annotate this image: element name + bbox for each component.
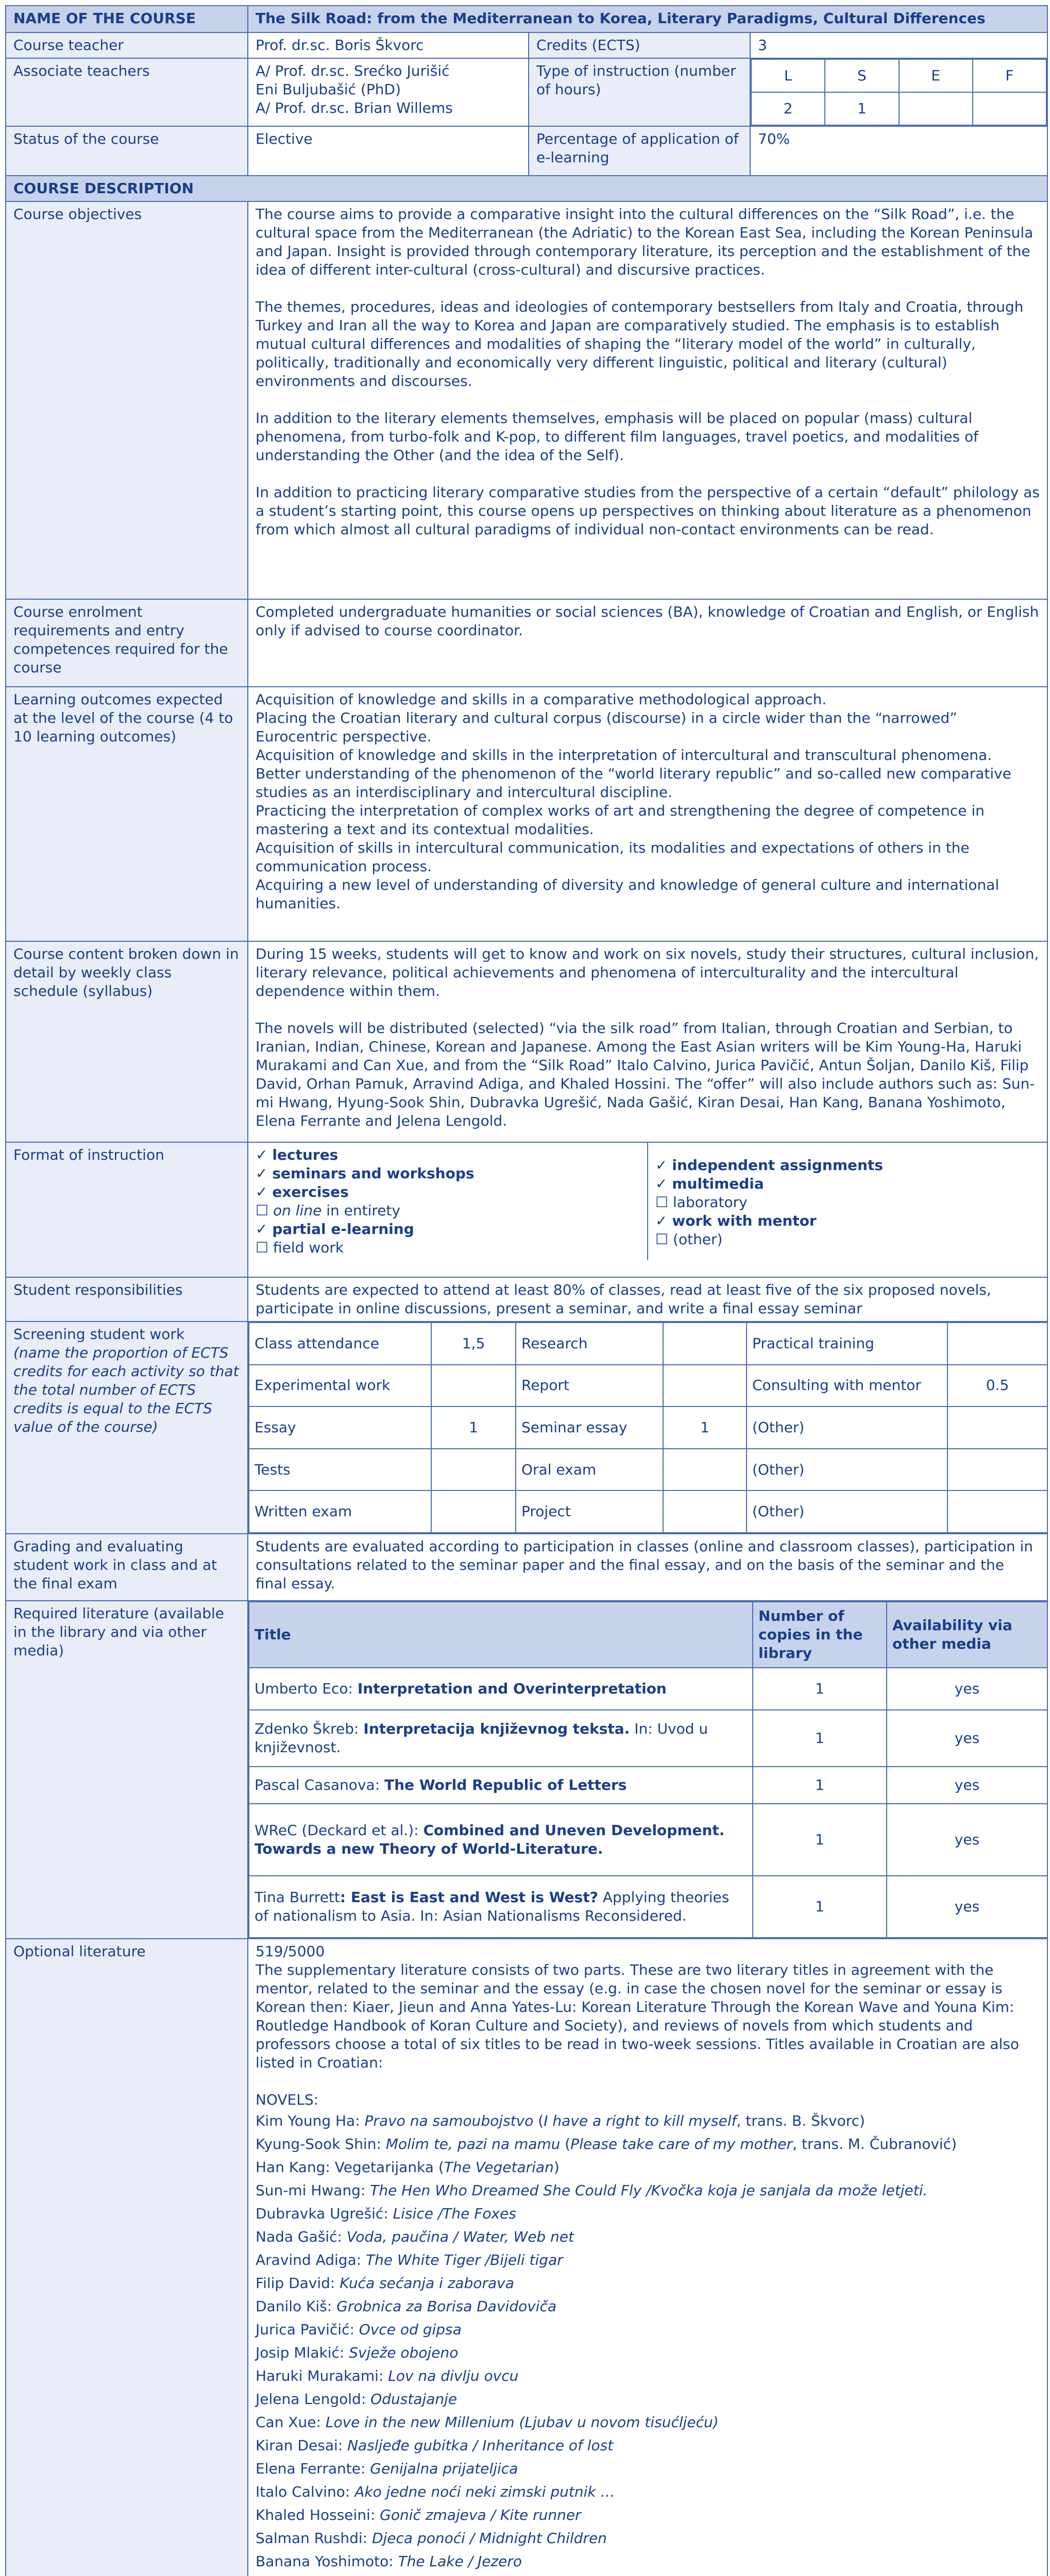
novel-item: [256, 2341, 1040, 2364]
screening-credits: 1: [663, 1406, 747, 1449]
novel-text: Salman Rushdi:: [256, 2530, 372, 2547]
instruction-col-l: L: [751, 59, 825, 92]
required-author: Tina Burrett: [255, 1889, 340, 1906]
novel-title: Ako jedne noći neki zimski putnik …: [354, 2483, 615, 2500]
novels-list: [256, 2109, 1040, 2576]
novel-item: [256, 2202, 1040, 2225]
screening-activity: Oral exam: [516, 1449, 663, 1491]
novel-item: [256, 2527, 1040, 2550]
novel-text: Khaled Hosseini:: [256, 2506, 380, 2523]
format-item-label: work with mentor: [672, 1212, 817, 1229]
screening-row: [249, 1365, 1047, 1407]
check-icon: ✓: [256, 1146, 268, 1163]
novel-text: Can Xue:: [256, 2414, 326, 2431]
instruction-col-s: S: [825, 59, 899, 92]
screening-credits: [947, 1323, 1047, 1365]
check-icon: ✓: [655, 1175, 668, 1192]
novel-item: [256, 2480, 1040, 2503]
instruction-val-e: [899, 92, 973, 125]
screening-credits: [947, 1406, 1047, 1449]
novel-title: The Lake / Jezero: [398, 2553, 522, 2570]
novel-text: (: [533, 2112, 544, 2129]
novel-title: Nasljeđe gubitka / Inheritance of lost: [347, 2437, 614, 2454]
novel-title: Pravo na samoubojstvo: [364, 2112, 534, 2129]
outcome-item: Acquisition of knowledge and skills in a comparative methodological approach.: [256, 691, 827, 708]
novel-title: Lisice /The Foxes: [393, 2205, 516, 2222]
required-availability: yes: [887, 1876, 1047, 1938]
format-value: [248, 1142, 1047, 1277]
format-item-label: in entirety: [321, 1202, 401, 1219]
paragraph: The novels will be distributed (selected) “via the silk road” from Italian, through Croatian and Serbian, to Iranian, Indian, Chinese, Korean and Japanese. Among the East Asian writers will be Kim Young-Ha, Haruki Murakami and Can Xue, and from the “Silk Road” Italo Calvino, Jurica Pavičić, Antun Šoljan, Danilo Kiš, Filip David, Orhan Pamuk, Arravind Adiga, and Khaled Hossini. The “offer” will also include authors such as: Sun-mi Hwang, Hyung-Sook Shin, Dubravka Ugrešić, Nada Gašić, Kiran Desai, Han Kang, Banana Yoshimoto, Elena Ferrante and Jelena Lengold.: [256, 1020, 1035, 1129]
screening-credits: [431, 1449, 516, 1491]
novel-item: [256, 2573, 1040, 2576]
check-icon: ✓: [256, 1221, 268, 1238]
required-rest: Applying theories of nationalism to Asia. In: Asian Nationalisms Reconsidered.: [255, 1889, 730, 1924]
novel-text: Elena Ferrante:: [256, 2460, 370, 2477]
novel-title: Lov na divlju ovcu: [388, 2367, 519, 2384]
teacher-label: Course teacher: [6, 32, 248, 58]
novel-text: Haruki Murakami:: [256, 2367, 388, 2384]
screening-activity: Consulting with mentor: [747, 1365, 947, 1407]
novel-text: Nada Gašić:: [256, 2228, 347, 2245]
instruction-val-l: 2: [751, 92, 825, 125]
novel-title: The Hen Who Dreamed She Could Fly /Kvočka koja je sanjala da može letjeti.: [370, 2182, 928, 2199]
screening-credits: [663, 1323, 747, 1365]
novel-title: Genijalna prijateljica: [370, 2460, 518, 2477]
novel-item: [256, 2272, 1040, 2295]
screening-row: [249, 1449, 1047, 1491]
novel-text: Jurica Pavičić:: [256, 2321, 359, 2338]
novel-title: Kuća sećanja i zaborava: [340, 2275, 514, 2292]
screening-activity: Essay: [249, 1406, 431, 1449]
screening-label: Screening student work: [13, 1326, 185, 1343]
required-title-cell: [249, 1668, 753, 1710]
check-icon: ✓: [256, 1165, 268, 1182]
novel-text: Han Kang: Vegetarijanka (: [256, 2159, 444, 2176]
course-syllabus-page: [5, 5, 1047, 2576]
screening-credits: 1: [431, 1406, 516, 1449]
novel-item: [256, 2109, 1040, 2132]
name-label: NAME OF THE COURSE: [6, 6, 248, 32]
screening-row: [249, 1490, 1047, 1533]
outcomes-label: Learning outcomes expected at the level of the course (4 to 10 learning outcomes): [6, 687, 248, 941]
instruction-type-label: Type of instruction (number of hours): [529, 58, 750, 126]
optional-label: Optional literature: [6, 1939, 248, 2576]
checkbox-empty-icon: ☐: [655, 1231, 669, 1248]
instruction-val-f: [973, 92, 1046, 125]
paragraph: The themes, procedures, ideas and ideologies of contemporary bestsellers from Italy and Croatia, through Turkey and Iran all the way to Korea and Japan are comparatively studied. The emphasis is to establish mutual cultural differences and modalities of shaping the “literary model of the world” in culturally, politically, traditionally and economically very different linguistic, political and literary (cultural) environments and discourses.: [256, 298, 1024, 389]
teacher-value: Prof. dr.sc. Boris Škvorc: [248, 32, 529, 58]
required-rest: In: Uvod u književnost.: [255, 1720, 708, 1756]
required-title: Interpretation and Overinterpretation: [357, 1680, 667, 1697]
format-item: [256, 1146, 640, 1164]
required-availability: yes: [887, 1710, 1047, 1767]
optional-count: 519/5000: [256, 1943, 325, 1960]
screening-credits: [431, 1365, 516, 1407]
format-item: [256, 1164, 640, 1183]
format-item: [655, 1212, 1040, 1230]
novel-item: [256, 2503, 1040, 2527]
format-item-label: (other): [673, 1231, 723, 1248]
outcome-item: Acquisition of knowledge and skills in the interpretation of intercultural and transcultural phenomena.: [256, 747, 992, 764]
novel-title: Voda, paučina / Water, Web net: [346, 2228, 574, 2245]
format-item-label: independent assignments: [672, 1157, 883, 1174]
screening-activity: Seminar essay: [516, 1406, 663, 1449]
associate-teacher: Eni Buljubašić (PhD): [256, 81, 401, 98]
required-literature-row: [249, 1710, 1047, 1767]
associate-teacher: A/ Prof. dr.sc. Srećko Jurišić: [256, 62, 450, 79]
screening-row: [249, 1406, 1047, 1449]
status-label: Status of the course: [6, 126, 248, 176]
novel-text: Filip David:: [256, 2275, 340, 2292]
screening-credits: [947, 1449, 1047, 1491]
format-item-label: exercises: [272, 1183, 349, 1200]
novel-text: (: [560, 2136, 571, 2153]
required-literature-row: [249, 1668, 1047, 1710]
format-right-list: [648, 1143, 1047, 1260]
screening-credits: 0.5: [947, 1365, 1047, 1407]
screening-credits: 1,5: [431, 1323, 516, 1365]
novel-item: [256, 2364, 1040, 2387]
screening-credits: [947, 1490, 1047, 1533]
instruction-col-e: E: [899, 59, 973, 92]
format-label: Format of instruction: [6, 1142, 248, 1277]
screening-row: [249, 1323, 1047, 1365]
optional-value: [248, 1939, 1047, 2576]
novel-text: Italo Calvino:: [256, 2483, 355, 2500]
required-title: Combined and Uneven Development. Towards a new Theory of World-Literature.: [255, 1822, 725, 1857]
screening-credits: [663, 1449, 747, 1491]
required-title: Interpretacija književnog teksta.: [363, 1720, 630, 1737]
required-header-availability: Availability via other media: [887, 1602, 1047, 1668]
format-item: [256, 1183, 640, 1201]
required-literature-row: [249, 1876, 1047, 1938]
format-item: [256, 1220, 640, 1239]
required-title-cell: [249, 1804, 753, 1876]
check-icon: ✓: [256, 1183, 268, 1200]
format-item-label-italic: on line: [273, 1202, 322, 1219]
check-icon: ✓: [655, 1157, 668, 1174]
novel-title: Love in the new Millenium (Ljubav u novom tisućljeću): [325, 2414, 719, 2431]
novel-text: Banana Yoshimoto:: [256, 2553, 398, 2570]
novel-item: [256, 2295, 1040, 2318]
checkbox-empty-icon: ☐: [256, 1202, 269, 1219]
required-availability: yes: [887, 1767, 1047, 1804]
novel-title: Please take care of my mother: [570, 2136, 793, 2153]
outcome-item: Acquisition of skills in intercultural communication, its modalities and expectations of others in the communication process.: [256, 839, 970, 875]
credits-value: 3: [750, 32, 1047, 58]
novel-title: The Vegetarian: [444, 2159, 554, 2176]
screening-grid: [248, 1321, 1047, 1534]
novel-item: [256, 2411, 1040, 2434]
required-availability: yes: [887, 1668, 1047, 1710]
paragraph: In addition to the literary elements themselves, emphasis will be placed on popular (mass) cultural phenomena, from turbo-folk and K-pop, to different film languages, travel poetics, and modalities of understanding the Other (and the idea of the Self).: [256, 410, 979, 464]
novel-text: Jelena Lengold:: [256, 2391, 371, 2408]
novel-title: Grobnica za Borisa Davidoviča: [336, 2298, 557, 2315]
format-item: [655, 1156, 1040, 1175]
novel-text: ): [553, 2159, 560, 2176]
format-item-label: lectures: [272, 1146, 338, 1163]
novel-title: Molim te, pazi na mamu: [385, 2136, 561, 2153]
outcome-item: Acquiring a new level of understanding of diversity and knowledge of general culture and international humanities.: [256, 876, 1000, 912]
required-literature-row: [249, 1767, 1047, 1804]
required-author: Umberto Eco:: [255, 1680, 358, 1697]
novels-label: NOVELS:: [256, 2091, 319, 2108]
novel-text: Danilo Kiš:: [256, 2298, 337, 2315]
novel-title: The White Tiger /Bijeli tigar: [366, 2251, 563, 2268]
outcome-item: Practicing the interpretation of complex works of art and strengthening the degree of competence in mastering a text and its contextual modalities.: [256, 802, 985, 838]
format-item: [256, 1239, 640, 1257]
required-header-title: Title: [249, 1602, 753, 1668]
screening-activity: Experimental work: [249, 1365, 431, 1407]
novel-title: I have a right to kill myself: [544, 2112, 737, 2129]
course-form-table: [5, 5, 1048, 2576]
content-label: Course content broken down in detail by weekly class schedule (syllabus): [6, 941, 248, 1142]
format-item-label: seminars and workshops: [272, 1165, 475, 1182]
associate-teacher: A/ Prof. dr.sc. Brian Willems: [256, 99, 453, 116]
required-copies: 1: [753, 1876, 887, 1938]
screening-activity: (Other): [747, 1406, 947, 1449]
novel-item: [256, 2225, 1040, 2248]
novel-item: [256, 2248, 1040, 2272]
required-title-cell: [249, 1767, 753, 1804]
elearning-label: Percentage of application of e-learning: [529, 126, 750, 176]
required-copies: 1: [753, 1668, 887, 1710]
required-label: Required literature (available in the library and via other media): [6, 1601, 248, 1939]
format-item-label: multimedia: [672, 1175, 764, 1192]
format-item-label: field work: [273, 1239, 344, 1256]
novel-title: Odustajanje: [370, 2391, 458, 2408]
required-title: : East is East and West is West?: [340, 1889, 598, 1906]
novel-title: Ovce od gipsa: [359, 2321, 462, 2338]
required-literature-row: [249, 1804, 1047, 1876]
screening-activity: (Other): [747, 1490, 947, 1533]
responsibilities-value: Students are expected to attend at least 80% of classes, read at least five of the six proposed novels, participate in online discussions, present a seminar, and write a final essay seminar: [248, 1277, 1047, 1321]
novel-text: , trans. M. Čubranović): [792, 2136, 957, 2153]
instruction-col-f: F: [973, 59, 1046, 92]
screening-activity: (Other): [747, 1449, 947, 1491]
screening-credits: [663, 1490, 747, 1533]
screening-credits: [431, 1490, 516, 1533]
novel-item: [256, 2179, 1040, 2202]
required-title-cell: [249, 1876, 753, 1938]
screening-activity: Class attendance: [249, 1323, 431, 1365]
screening-credits: [663, 1365, 747, 1407]
required-title: The World Republic of Letters: [384, 1776, 627, 1793]
status-value: Elective: [248, 126, 529, 176]
outcome-item: Better understanding of the phenomenon of the “world literary republic” and so-called new comparative studies as an interdisciplinary and intercultural discipline.: [256, 765, 1011, 801]
format-item: [655, 1193, 1040, 1212]
novel-item: [256, 2434, 1040, 2457]
associates-label: Associate teachers: [6, 58, 248, 126]
paragraph: In addition to practicing literary comparative studies from the perspective of a certain “default” philology as a student’s starting point, this course opens up perspectives on thinking about literature as a phenomenon from which almost all cultural paradigms of individual non-contact environments can be read.: [256, 484, 1040, 538]
screening-activity: Tests: [249, 1449, 431, 1491]
required-literature-table: [248, 1601, 1047, 1939]
outcomes-value: [248, 687, 1047, 941]
screening-activity: Written exam: [249, 1490, 431, 1533]
course-name: The Silk Road: from the Mediterranean to Korea, Literary Paradigms, Cultural Differences: [248, 6, 1047, 32]
instruction-val-s: 1: [825, 92, 899, 125]
optional-intro: The supplementary literature consists of two parts. These are two literary titles in agreement with the mentor, related to the seminar and the essay (e.g. in case the chosen novel for the seminar or essay is Korean then: Kiaer, Jieun and Anna Yates-Lu: Korean Literature Through the Korean Wave and Youna Kim: Routledge Handbook of Koran Culture and Society), and reviews of novels from which students and professors choose a total of six titles to be read in two-week sessions. Titles available in Croatian are also listed in Croatian:: [256, 1961, 1020, 2071]
novel-title: Djeca ponoći / Midnight Children: [371, 2530, 607, 2547]
screening-activity: Report: [516, 1365, 663, 1407]
novel-item: [256, 2318, 1040, 2341]
novel-text: Kim Young Ha:: [256, 2112, 365, 2129]
novel-text: Kyung-Sook Shin:: [256, 2136, 386, 2153]
required-title-cell: [249, 1710, 753, 1767]
required-header-copies: Number of copies in the library: [753, 1602, 887, 1668]
required-copies: 1: [753, 1804, 887, 1876]
paragraph: The course aims to provide a comparative insight into the cultural differences on the “Silk Road”, i.e. the cultural space from the Mediterranean (the Adriatic) to the Korean East Sea, including the Korean Peninsula and Japan. Insight is provided through contemporary literature, its perception and the establishment of the idea of different inter-cultural (cross-cultural) and discursive practices.: [256, 206, 1034, 278]
novel-item: [256, 2387, 1040, 2411]
instruction-hours: [750, 58, 1047, 126]
screening-activity: Practical training: [747, 1323, 947, 1365]
format-item: [256, 1201, 640, 1220]
credits-label: Credits (ECTS): [529, 32, 750, 58]
checkbox-empty-icon: ☐: [256, 1239, 269, 1256]
grading-label: Grading and evaluating student work in class and at the final exam: [6, 1534, 248, 1601]
responsibilities-label: Student responsibilities: [6, 1277, 248, 1321]
paragraph: During 15 weeks, students will get to know and work on six novels, study their structures, cultural inclusion, literary relevance, political achievements and phenomena of interculturality and the intercultural dependence within them.: [256, 945, 1039, 999]
objectives-value: [248, 201, 1047, 599]
novel-text: Dubravka Ugrešić:: [256, 2205, 393, 2222]
novel-text: Aravind Adiga:: [256, 2251, 366, 2268]
novel-item: [256, 2457, 1040, 2480]
novel-title: Svježe obojeno: [349, 2344, 459, 2361]
screening-note: (name the proportion of ECTS credits for each activity so that the total number of ECTS credits is equal to the ECTS value of the course): [13, 1344, 239, 1435]
enrolment-value: Completed undergraduate humanities or social sciences (BA), knowledge of Croatian and English, or English only if advised to course coordinator.: [248, 599, 1047, 687]
associates-value: [248, 58, 529, 126]
screening-activity: Research: [516, 1323, 663, 1365]
objectives-label: Course objectives: [6, 201, 248, 599]
content-value: [248, 941, 1047, 1142]
format-item-label: laboratory: [673, 1194, 748, 1211]
format-left-list: [248, 1143, 648, 1260]
required-copies: 1: [753, 1767, 887, 1804]
format-item: [655, 1175, 1040, 1193]
outcome-item: Placing the Croatian literary and cultural corpus (discourse) in a circle wider than the “narrowed” Eurocentric perspective.: [256, 709, 957, 745]
novel-item: [256, 2132, 1040, 2156]
screening-activity: Project: [516, 1490, 663, 1533]
required-author: Zdenko Škreb:: [255, 1720, 364, 1737]
screening-label-cell: [6, 1321, 248, 1534]
elearning-value: 70%: [750, 126, 1047, 176]
grading-value: Students are evaluated according to participation in classes (online and classroom classes), participation in consultations related to the seminar paper and the final essay, and on the basis of the seminar and the final essay.: [248, 1534, 1047, 1601]
required-author: Pascal Casanova:: [255, 1776, 384, 1793]
novel-title: Gonič zmajeva / Kite runner: [380, 2506, 581, 2523]
novel-text: , trans. B. Škvorc): [736, 2112, 865, 2129]
section-title: COURSE DESCRIPTION: [6, 176, 1047, 201]
novel-item: [256, 2156, 1040, 2179]
checkbox-empty-icon: ☐: [655, 1194, 669, 1211]
novel-item: [256, 2550, 1040, 2573]
format-item: [655, 1230, 1040, 1249]
check-icon: ✓: [655, 1212, 668, 1229]
novel-text: Josip Mlakić:: [256, 2344, 349, 2361]
novel-text: Sun-mi Hwang:: [256, 2182, 370, 2199]
required-availability: yes: [887, 1804, 1047, 1876]
enrolment-label: Course enrolment requirements and entry competences required for the course: [6, 599, 248, 687]
required-author: WReC (Deckard et al.):: [255, 1822, 424, 1839]
novel-text: Kiran Desai:: [256, 2437, 348, 2454]
format-item-label: partial e-learning: [272, 1221, 414, 1238]
required-copies: 1: [753, 1710, 887, 1767]
